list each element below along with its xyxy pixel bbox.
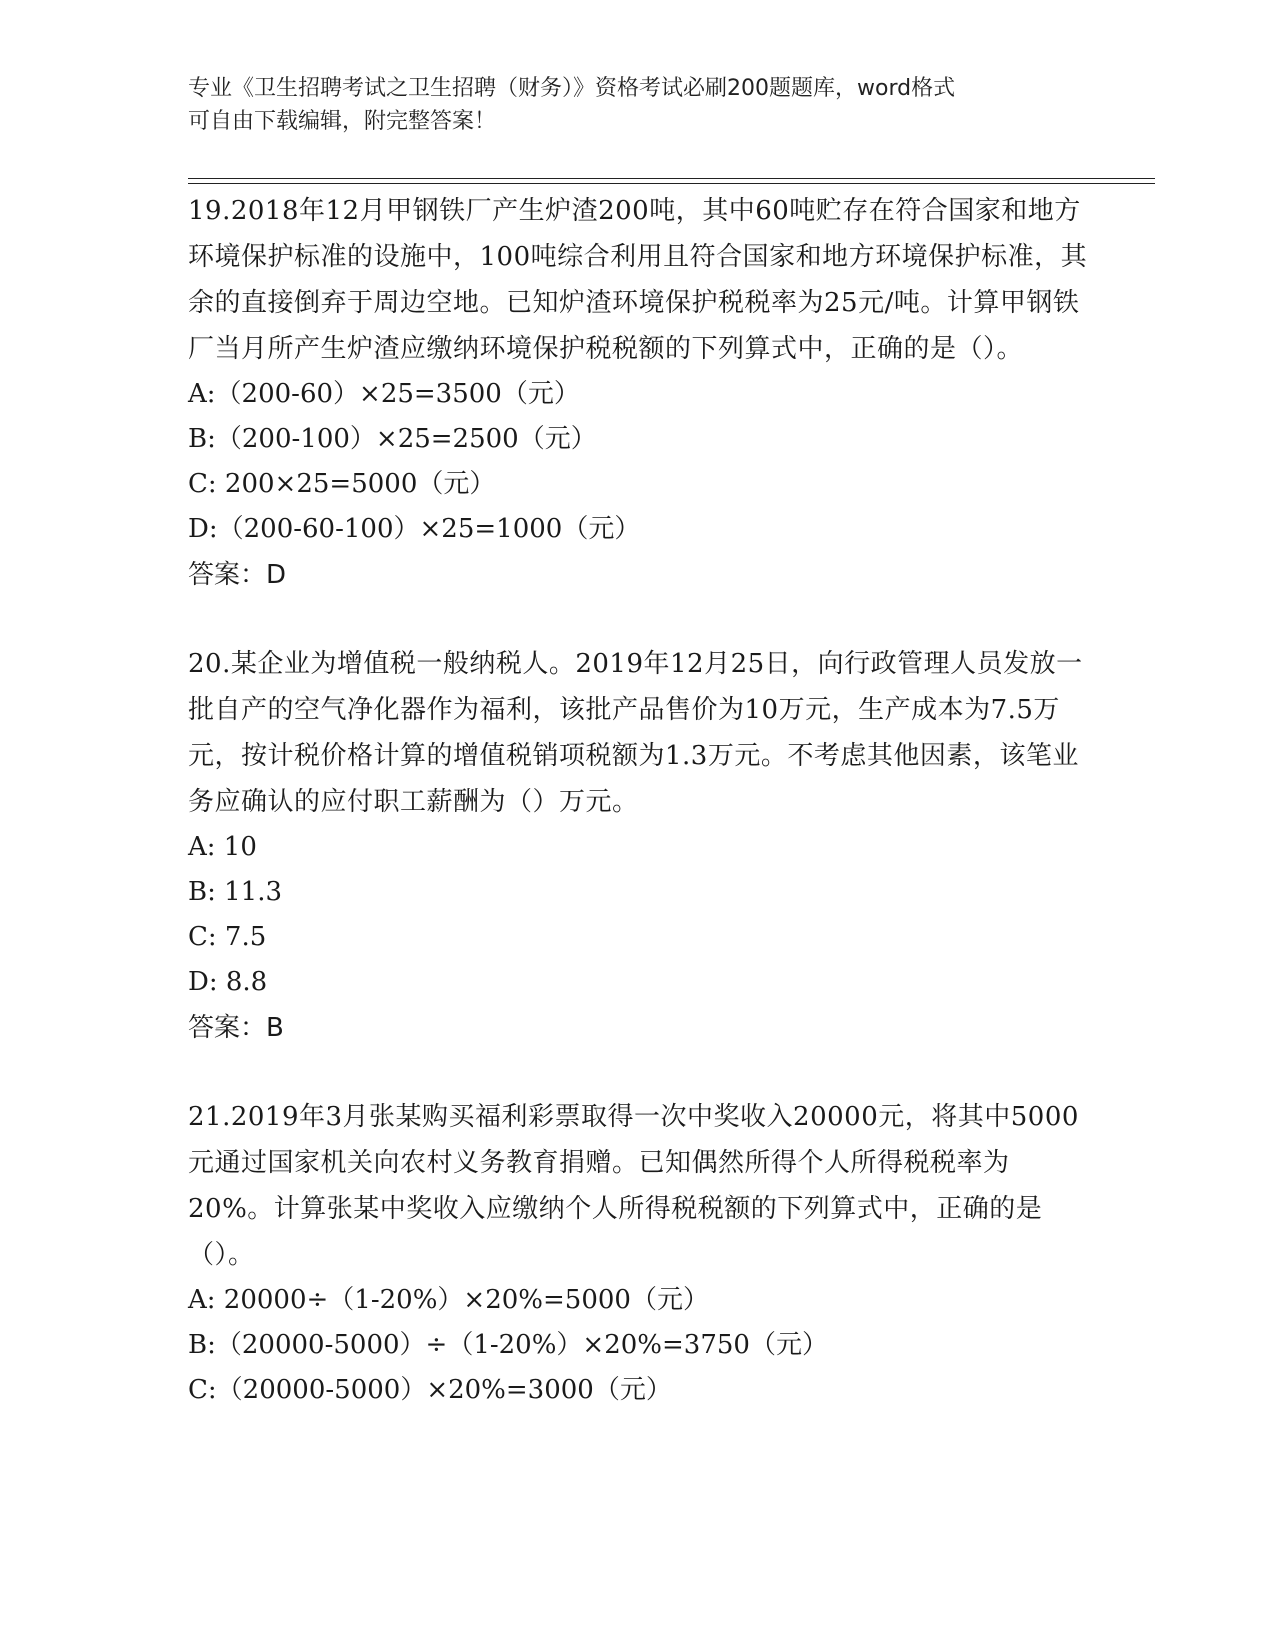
option-c: C: 7.5 [188,922,267,952]
option-c: C: 200×25=5000（元） [188,469,496,499]
question-text: 21.2019年3月张某购买福利彩票取得一次中奖收入20000元，将其中5000元通过国家机关向农村义务教育捐赠。已知偶然所得个人所得税税率为20%。计算张某中奖收入应缴纳个人所得税税额的下列算式中，正确的是（）。 [188,1102,1079,1270]
option-a: A: 20000÷（1-20%）×20%=5000（元） [188,1285,709,1315]
option-b: B:（20000-5000）÷（1-20%）×20%=3750（元） [188,1330,828,1360]
question-text: 20.某企业为增值税一般纳税人。2019年12月25日，向行政管理人员发放一批自产的空气净化器作为福利，该批产品售价为10万元，生产成本为7.5万元，按计税价格计算的增值税销项税额为1.3万元。不考虑其他因素，该笔业务应确认的应付职工薪酬为（）万元。 [188,649,1083,817]
option-a: A:（200-60）×25=3500（元） [188,379,580,409]
question-list [188,188,1088,1456]
answer: 答案：D [188,560,287,590]
document-header [188,72,1088,138]
option-d: D: 8.8 [188,967,268,997]
question-20 [188,641,1088,1051]
option-b: B:（200-100）×25=2500（元） [188,424,597,454]
answer: 答案：B [188,1013,284,1043]
question-19 [188,188,1088,598]
question-text: 19.2018年12月甲钢铁厂产生炉渣200吨，其中60吨贮存在符合国家和地方环境保护标准的设施中，100吨综合利用且符合国家和地方环境保护标准，其余的直接倒弃于周边空地。已知炉渣环境保护税税率为25元/吨。计算甲钢铁厂当月所产生炉渣应缴纳环境保护税税额的下列算式中，正确的是（）。 [188,196,1088,364]
question-21 [188,1094,1088,1413]
option-b: B: 11.3 [188,877,283,907]
header-line-1: 专业《卫生招聘考试之卫生招聘（财务）》资格考试必刷200题题库，word格式 [188,76,956,101]
header-line-2: 可自由下载编辑，附完整答案！ [188,109,497,134]
header-divider-top [188,178,1155,179]
option-a: A: 10 [188,832,257,862]
option-c: C:（20000-5000）×20%=3000（元） [188,1375,672,1405]
header-divider-bottom [188,183,1155,184]
option-d: D:（200-60-100）×25=1000（元） [188,514,641,544]
